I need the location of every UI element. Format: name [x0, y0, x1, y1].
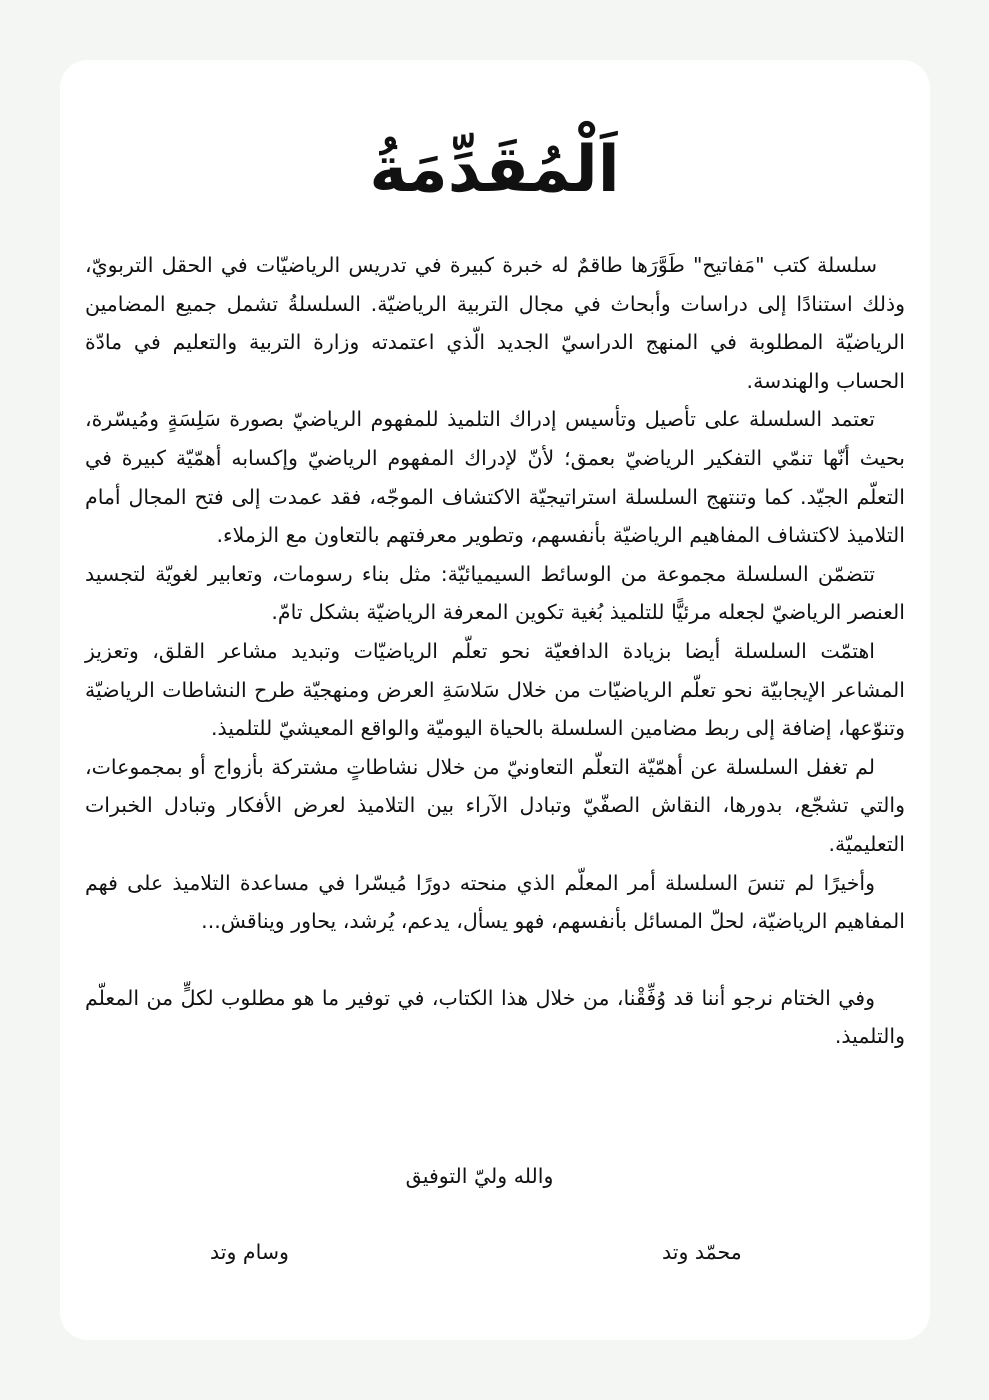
paragraph-6: وأخيرًا لم تنسَ السلسلة أمر المعلّم الذي منحته دورًا مُيسّرا في مساعدة التلاميذ على فهم المفاهيم الرياضيّة، لحلّ المسائل بأنفسهم، فهو يسأل، يدعم، يُرشد، يحاور ويناقش... [85, 870, 905, 934]
paragraph-5: لم تغفل السلسلة عن أهمّيّة التعلّم التعاونيّ من خلال نشاطاتٍ مشتركة بأزواج أو بمجموعات، والتي تشجّع، بدورها، النقاش الصفّيّ وتبادل الآراء بين التلاميذ لعرض الأفكار وتبادل الخبرات التعليميّة. [85, 754, 905, 856]
paragraph-2: تعتمد السلسلة على تأصيل وتأسيس إدراك التلميذ للمفهوم الرياضيّ بصورة سَلِسَةٍ ومُيسّرة، بحيث أنّها تنمّي التفكير الرياضيّ بعمق؛ لأنّ لإدراك المفهوم الرياضيّ وإكسابه أهمّيّة كبيرة في التعلّم الجيّد. كما وتنتهج السلسلة استراتيجيّة الاكتشاف الموجّه، فقد عمدت إلى فتح المجال أمام التلاميذ لاكتشاف المفاهيم الرياضيّة بأنفسهم، وتطوير معرفتهم بالتعاون مع الزملاء. [85, 407, 905, 548]
page-title: اَلْمُقَدِّمَةُ [369, 133, 620, 207]
paragraph-4: اهتمّت السلسلة أيضا بزيادة الدافعيّة نحو تعلّم الرياضيّات وتبديد مشاعر القلق، وتعزيز المشاعر الإيجابيّة نحو تعلّم الرياضيّات من خلال سَلاسَةِ العرض ومنهجيّة طرح النشاطات الرياضيّة وتنوّعها، إضافة إلى ربط مضامين السلسلة بالحياة اليوميّة والواقع المعيشيّ للتلميذ. [85, 638, 905, 741]
author-name-2: وسام وتد [210, 1240, 289, 1264]
paragraph-3: تتضمّن السلسلة مجموعة من الوسائط السيميائيّة: مثل بناء رسومات، وتعابير لغويّة لتجسيد العنصر الرياضيّ لجعله مرئيًّا للتلميذ بُغية تكوين المعرفة الرياضيّة بشكل تامّ. [85, 561, 905, 625]
introduction-body [85, 246, 905, 1056]
signoff-text: والله وليّ التوفيق [405, 1164, 554, 1188]
closing-paragraph: وفي الختام نرجو أننا قد وُفِّقْنا، من خلال هذا الكتاب، في توفير ما هو مطلوب لكلٍّ من المعلّم والتلميذ. [85, 985, 905, 1049]
paragraph-1: سلسلة كتب "مَفاتيح" طَوَّرَها طاقمٌ له خبرة كبيرة في تدريس الرياضيّات في الحقل التربويّ، وذلك استنادًا إلى دراسات وأبحاث في مجال التربية الرياضيّة. السلسلةُ تشمل جميع المضامين الرياضيّة المطلوبة في المنهج الدراسيّ الجديد الّذي اعتمدته وزارة التربية والتعليم في مادّة الحساب والهندسة. [85, 253, 905, 393]
signoff-line [0, 1160, 989, 1192]
author-name-1: محمّد وتد [662, 1240, 742, 1264]
